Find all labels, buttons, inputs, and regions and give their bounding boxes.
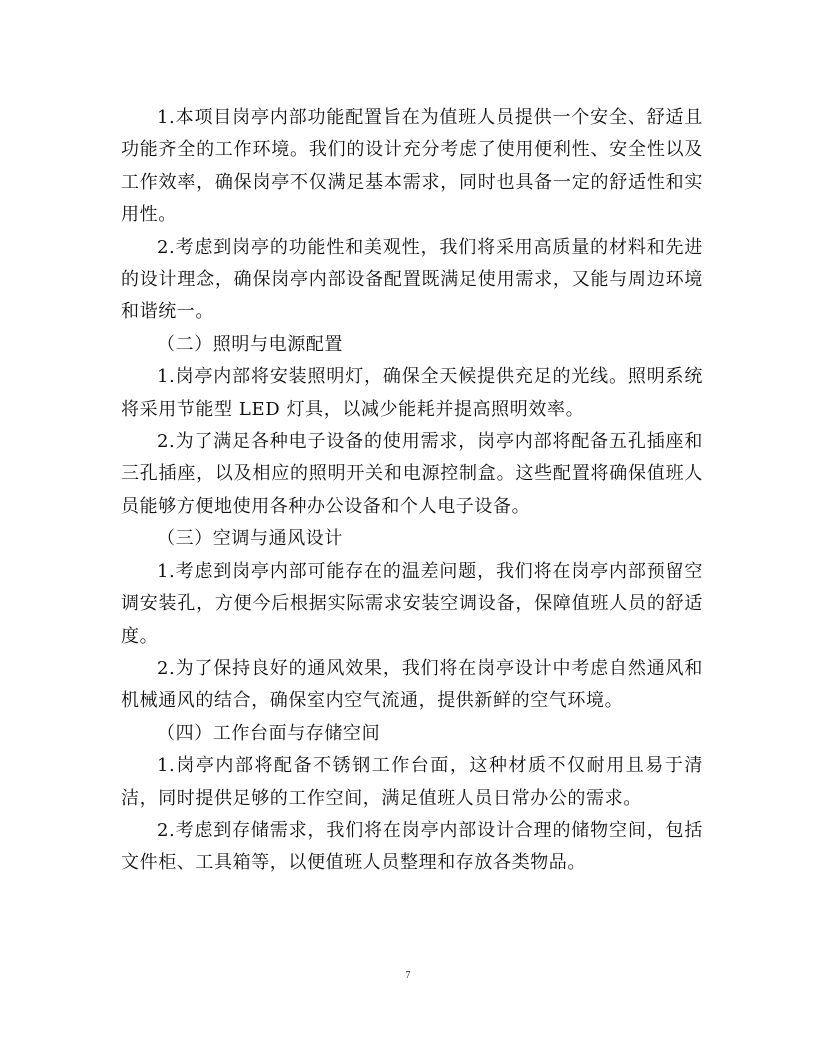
section-heading-ac-ventilation: （三）空调与通风设计 — [157, 528, 343, 550]
paragraph-lighting: 1.岗亭内部将安装照明灯，确保全天候提供充足的光线。照明系统将采用节能型 LED 灯具，以减少能耗并提高照明效率。 — [121, 366, 703, 420]
paragraph-ventilation: 2.为了保持良好的通风效果，我们将在岗亭设计中考虑自然通风和机械通风的结合，确保室内空气流通，提供新鲜的空气环境。 — [121, 657, 703, 712]
paragraph-worktop: 1.岗亭内部将配备不锈钢工作台面，这种材质不仅耐用且易于清洁，同时提供足够的工作空间，满足值班人员日常办公的需求。 — [121, 755, 703, 809]
page-number: 7 — [405, 970, 411, 981]
document-body — [121, 102, 703, 880]
paragraph-functional-config-2: 2.考虑到岗亭的功能性和美观性，我们将采用高质量的材料和先进的设计理念，确保岗亭内部设备配置既满足使用需求，又能与周边环境和谐统一。 — [121, 236, 703, 323]
section-heading-lighting-power: （二）照明与电源配置 — [157, 333, 343, 355]
section-heading-worktop-storage: （四）工作台面与存储空间 — [157, 722, 381, 744]
paragraph-power-sockets: 2.为了满足各种电子设备的使用需求，岗亭内部将配备五孔插座和三孔插座，以及相应的照明开关和电源控制盒。这些配置将确保值班人员能够方便地使用各种办公设备和个人电子设备。 — [121, 431, 703, 517]
paragraph-air-conditioning: 1.考虑到岗亭内部可能存在的温差问题，我们将在岗亭内部预留空调安装孔，方便今后根据实际需求安装空调设备，保障值班人员的舒适度。 — [121, 560, 703, 647]
paragraph-storage: 2.考虑到存储需求，我们将在岗亭内部设计合理的储物空间，包括文件柜、工具箱等，以便值班人员整理和存放各类物品。 — [121, 819, 703, 874]
paragraph-functional-config-1: 1.本项目岗亭内部功能配置旨在为值班人员提供一个安全、舒适且功能齐全的工作环境。我们的设计充分考虑了使用便利性、安全性以及工作效率，确保岗亭不仅满足基本需求，同时也具备一定的舒适性和实用性。 — [121, 107, 703, 226]
